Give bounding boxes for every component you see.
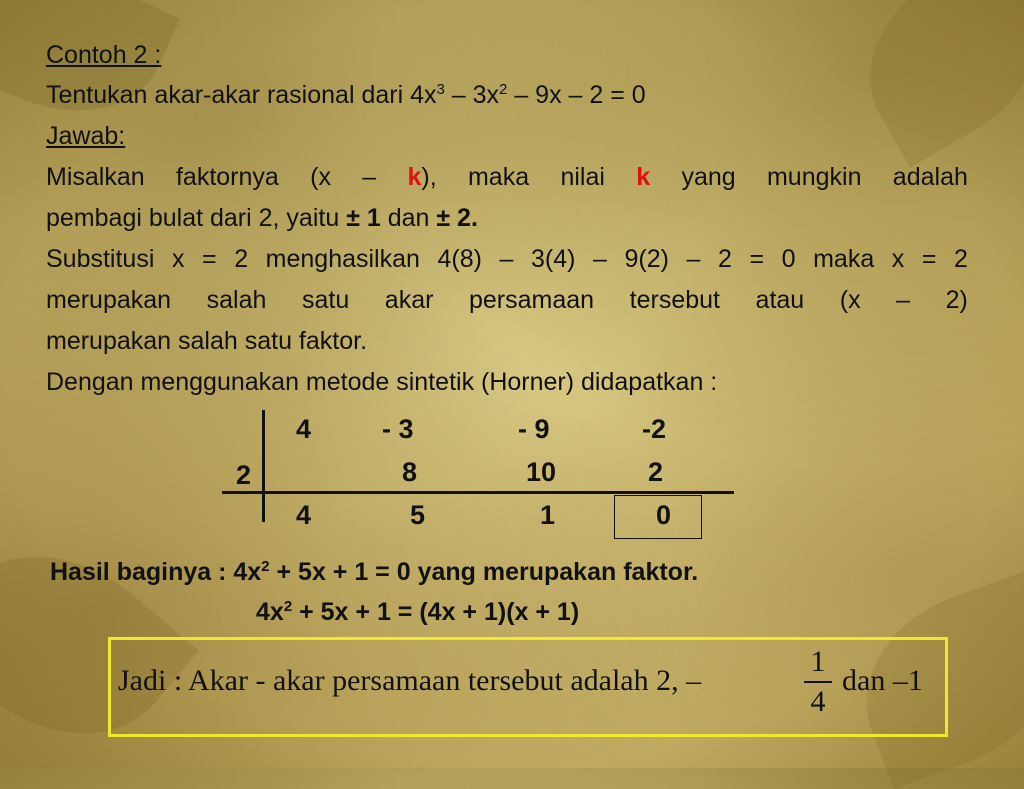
word: 9(2) [624,245,669,273]
word: akar [384,286,434,314]
word: x [891,245,905,273]
horner-horizontal-line [222,491,734,494]
horner-divisor: 2 [236,460,252,490]
product: 2 [648,457,664,487]
paragraph-2-line-3: merupakan salah satu faktor. [46,327,368,355]
word: tersebut [629,286,720,314]
coefficient: - 3 [382,414,414,444]
word: atau [755,286,805,314]
word: Substitusi [46,245,155,273]
paragraph-2-line-1 [46,239,968,280]
word: 2 [234,245,249,273]
paragraph-1-line-1: Misalkan faktornya (x – k), maka nilai k yang mungkin adalah [46,157,968,198]
word: – [499,245,514,273]
word: salah [206,286,267,314]
coefficient: - 9 [518,414,550,444]
word: 2 [717,245,732,273]
word: – [896,286,911,314]
variable-k: k [636,163,651,191]
example-heading: Contoh 2 : [46,41,162,69]
conclusion-text: Jadi : Akar - akar persamaan tersebut adalah 2, – [118,664,702,697]
variable-k: k [407,163,422,191]
coefficient: -2 [642,414,667,444]
word: = [749,245,765,273]
product: 10 [526,457,557,487]
word: – [593,245,607,273]
word: – [686,245,701,273]
word: merupakan [46,286,172,314]
result-coefficient: 1 [540,500,556,530]
paragraph-2-line-2 [46,280,968,321]
paragraph-3: Dengan menggunakan metode sintetik (Horner) didapatkan : [46,368,718,396]
fraction-denominator: 4 [810,685,826,718]
conclusion-tail: dan –1 [842,664,923,697]
word: 2 [954,245,968,273]
quotient-result: Hasil baginya : $4x^2 + 5x + 1 = 0$ yang merupakan faktor. [50,558,699,586]
coefficient: 4 [296,414,312,444]
word: maka [813,245,875,273]
answer-label: Jawab: [46,122,126,150]
problem-statement: Tentukan akar-akar rasional dari $4x^3 - 3x^2 - 9x - 2 = 0$ [46,81,646,109]
fraction-numerator: 1 [810,645,826,678]
result-coefficient: 4 [296,500,312,530]
product: 8 [402,457,418,487]
word: 2) [945,286,968,314]
word: 3(4) [530,245,576,273]
remainder: 0 [656,500,672,530]
word: = [921,245,937,273]
word: 0 [781,245,796,273]
fraction-bar [804,681,832,683]
fraction [804,645,832,719]
word: = [202,245,217,273]
word: satu [301,286,350,314]
word: 4(8) [437,245,482,273]
horner-vertical-line [262,410,265,522]
word: persamaan [469,286,595,314]
factorization: $4x^2 + 5x + 1 = (4x + 1)(x + 1)$ [256,598,580,626]
word: (x [839,286,861,314]
word: menghasilkan [265,245,420,273]
result-coefficient: 5 [410,500,426,530]
word: x [171,245,185,273]
paragraph-1-line-2: pembagi bulat dari 2, yaitu ± 1 dan ± 2. [46,204,478,232]
